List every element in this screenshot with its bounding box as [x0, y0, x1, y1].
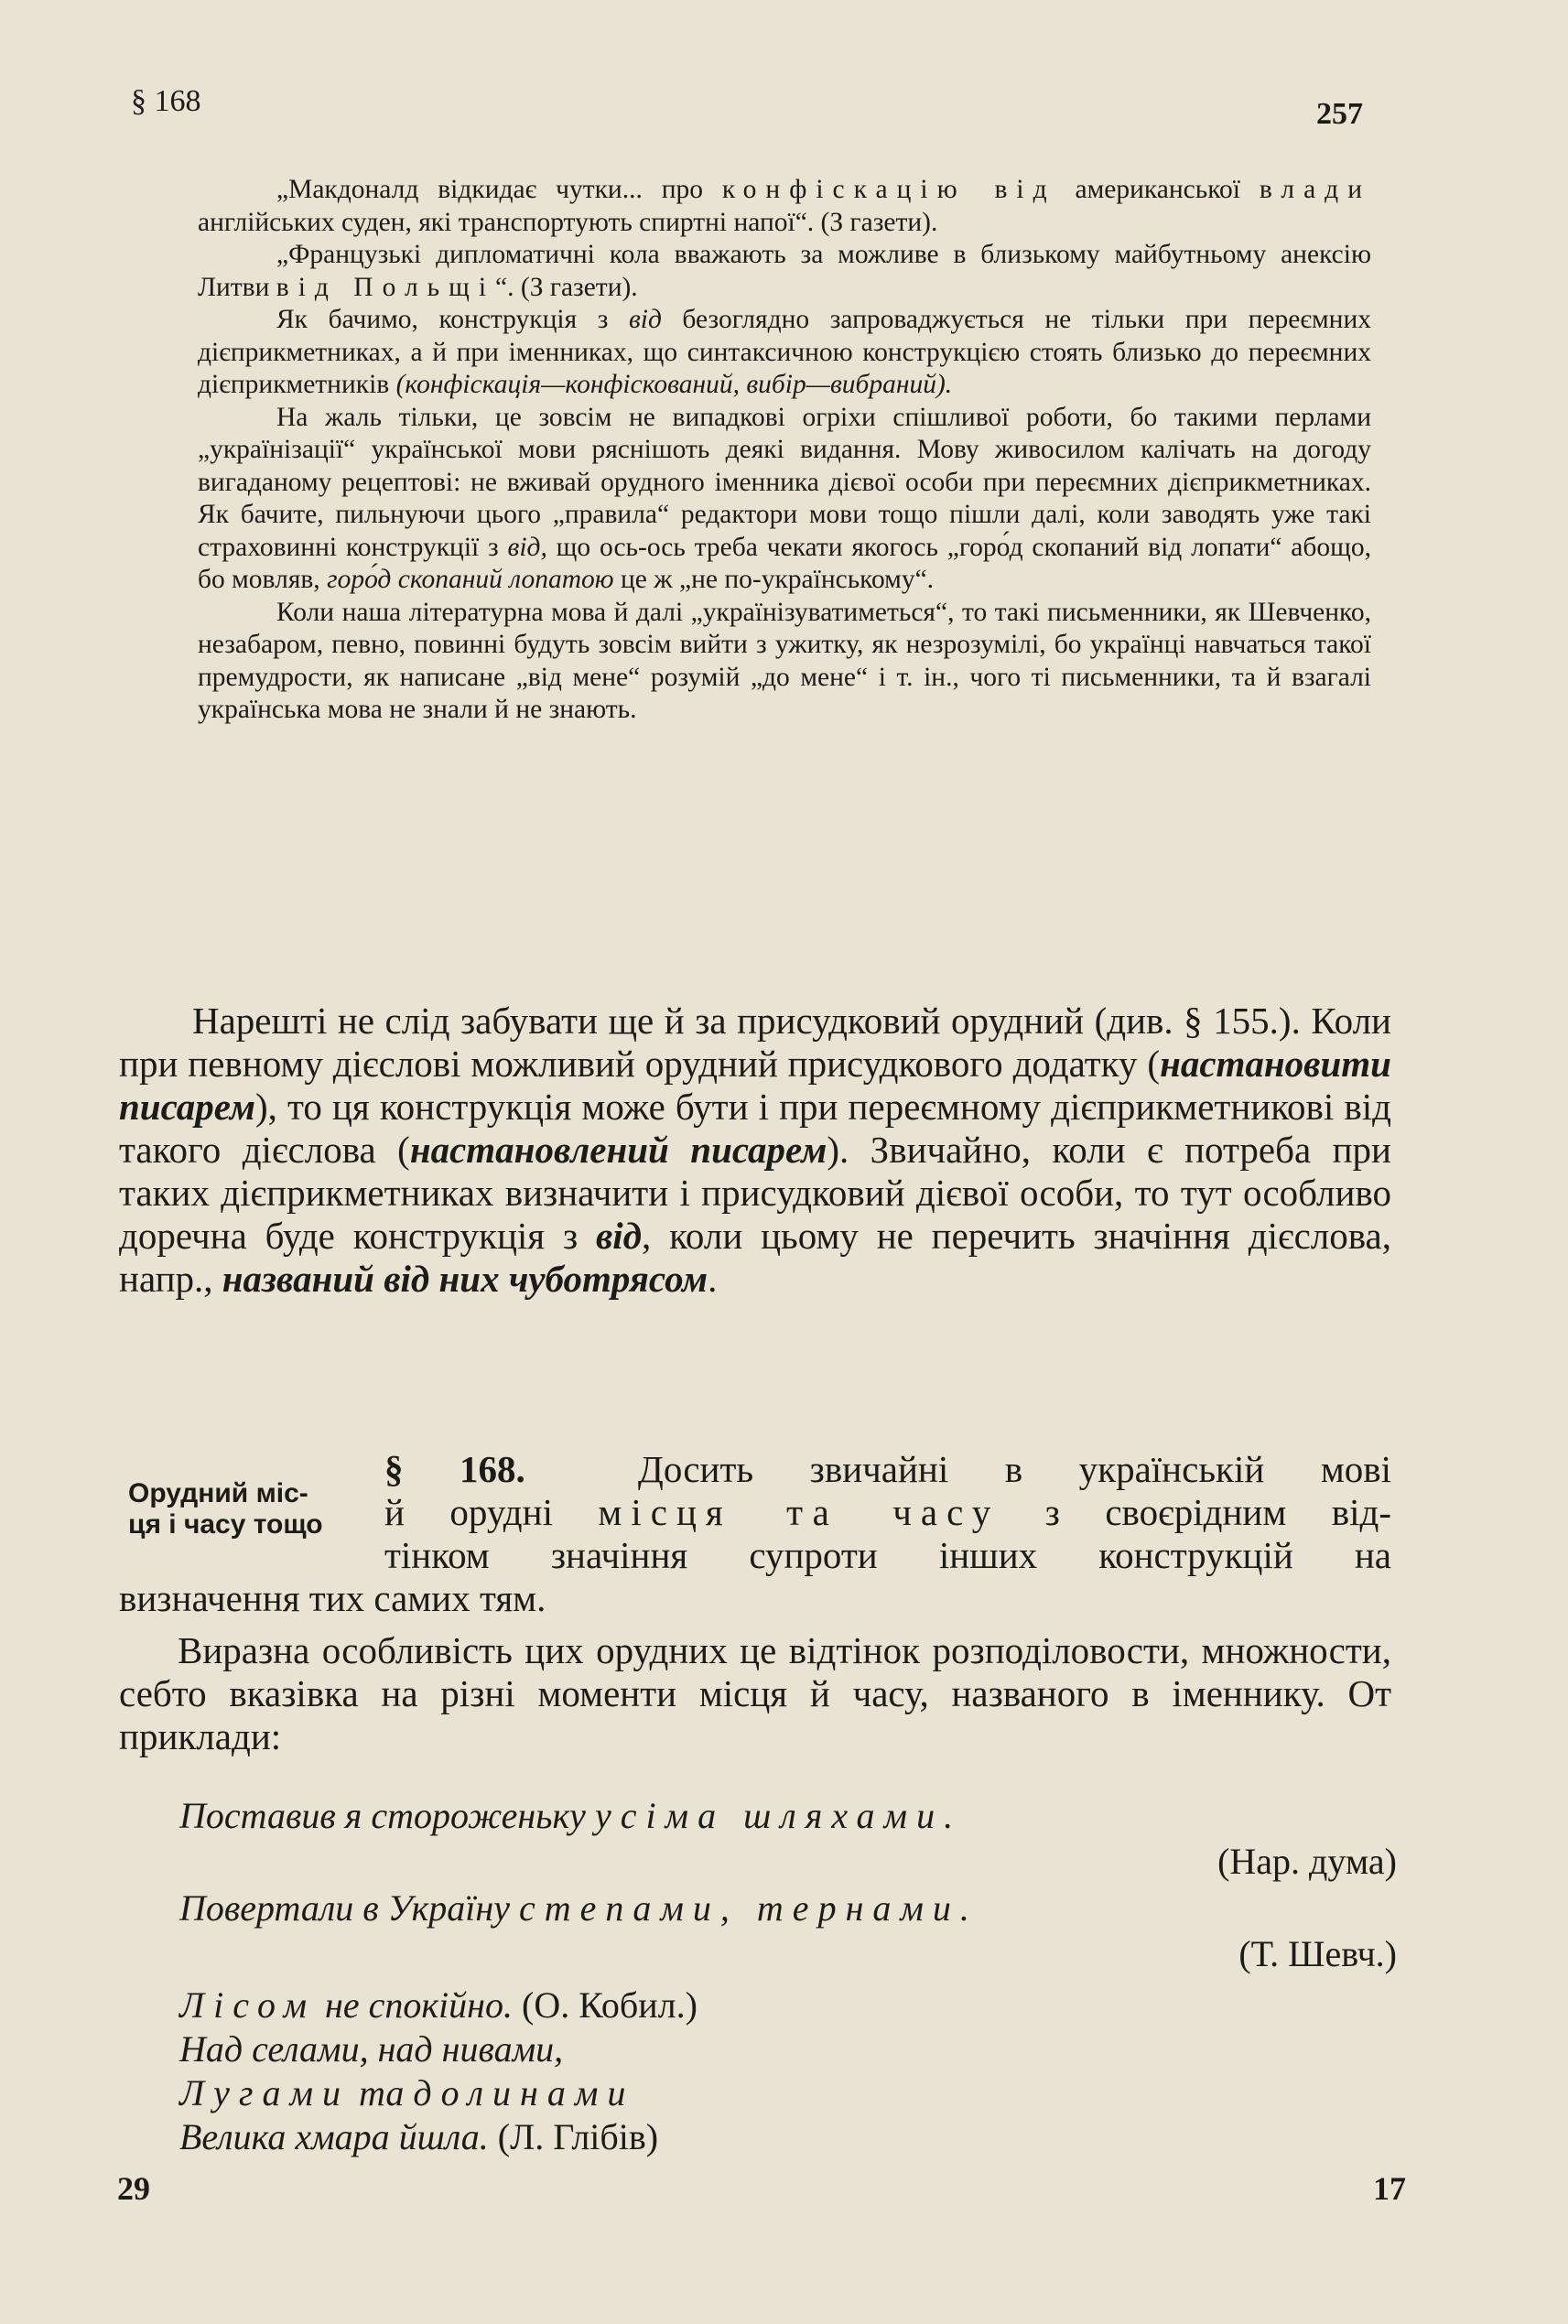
example-6: Велика хмара йшла. (Л. Глібів): [179, 2116, 659, 2157]
signature-mark-right: 17: [1373, 2170, 1406, 2207]
example-5: Лугами та долинами: [179, 2072, 635, 2113]
small-print-block: [198, 174, 1371, 727]
main-paragraph: Нарешті не слід забувати ще й за присудковий орудний (див. § 155.). Коли при певному дієслові можливий орудний присудкового додатку (настановити писарем), то ця конструкція може бути і при переємному дієприкметникові від такого дієслова (настановлений писарем). Звичайно, коли є потреба при таких дієприкметниках визначити і присудковий дієвої особи, то тут особливо доречна буде конструкція з від, коли цьому не перечить значіння дієслова, напр., названий від них чуботрясом.: [119, 1000, 1392, 1300]
margin-note: Орудний міс- ця і часу тощо: [128, 1478, 323, 1540]
page-number: 257: [1316, 97, 1363, 131]
example-1-source: (Нар. дума): [1217, 1841, 1397, 1882]
section-line-1: § 168. Досить звичайні в українській мові: [384, 1448, 1392, 1490]
running-head-section: § 168: [131, 84, 201, 118]
example-2: Повертали в Україну степами, тернами.: [179, 1887, 979, 1929]
section-line-3: тінком значіння супроти інших конструкцій на: [384, 1534, 1391, 1576]
example-2-source: (Т. Шевч.): [1238, 1933, 1397, 1974]
section-line-4: визначення тих самих тям.: [119, 1577, 546, 1619]
commentary-paragraph-3: Коли наша літературна мова й далі „українізуватиметься“, то такі письменники, як Шевченко, незабаром, певно, повинні будуть зовсім вийти з ужитку, як незрозумілі, бо українці навчаться такої премудрости, як написане „від мене“ розумій „до мене“ і т. ін., чого ті письменники, та й взагалі українська мова не знали й не знають.: [198, 597, 1371, 724]
commentary-paragraph-1: Як бачимо, конструкція з від безоглядно запроваджується не тільки при переємних дієприкметниках, а й при іменниках, що синтаксичною конструкцією стоять близько до переємних дієприкметників (конфіскація—конфіскований, вибір—вибраний).: [198, 305, 1371, 399]
example-4: Над селами, над нивами,: [179, 2028, 564, 2070]
section-paragraph-2: Виразна особливість цих орудних це відтінок розподіловости, множности, себто вказівка на різні моменти місця й часу, названого в іменнику. От приклади:: [119, 1629, 1391, 1757]
quote-paragraph-1: „Макдоналд відкидає чутки... про конфіскацію від американської влади англійських суден, які транспортують спиртні напої“. (З газети).: [198, 175, 1371, 237]
signature-mark-left: 29: [117, 2170, 150, 2207]
section-line-2: й орудні місця та часу з своєрідним від-: [384, 1491, 1391, 1533]
example-1: Поставив я стороженьку усіма шляхами.: [179, 1795, 963, 1836]
examples-block: [179, 1794, 1397, 2160]
example-3: Лісом не спокійно. (О. Кобил.): [179, 1984, 697, 2026]
quote-paragraph-2: „Французькі дипломатичні кола вважають за можливе в близькому майбутньому анексію Литви від Польщі“. (З газети).: [198, 240, 1371, 302]
commentary-paragraph-2: На жаль тільки, це зовсім не випадкові огріхи спішливої роботи, бо такими перлами „українізації“ української мови ряснішоть деякі видання. Мову живосилом калічать на догоду вигаданому рецептові: не вживай орудного іменника дієвої особи при переємних дієприкметниках. Як бачите, пильнуючи цього „правила“ редактори мови тощо пішли далі, коли заводять уже такі страховинні конструкції з від, що ось-ось треба чекати якогось „горо́д скопаний від лопати“ абощо, бо мовляв, горо́д скопаний лопатою це ж „не по-українському“.: [198, 402, 1372, 594]
